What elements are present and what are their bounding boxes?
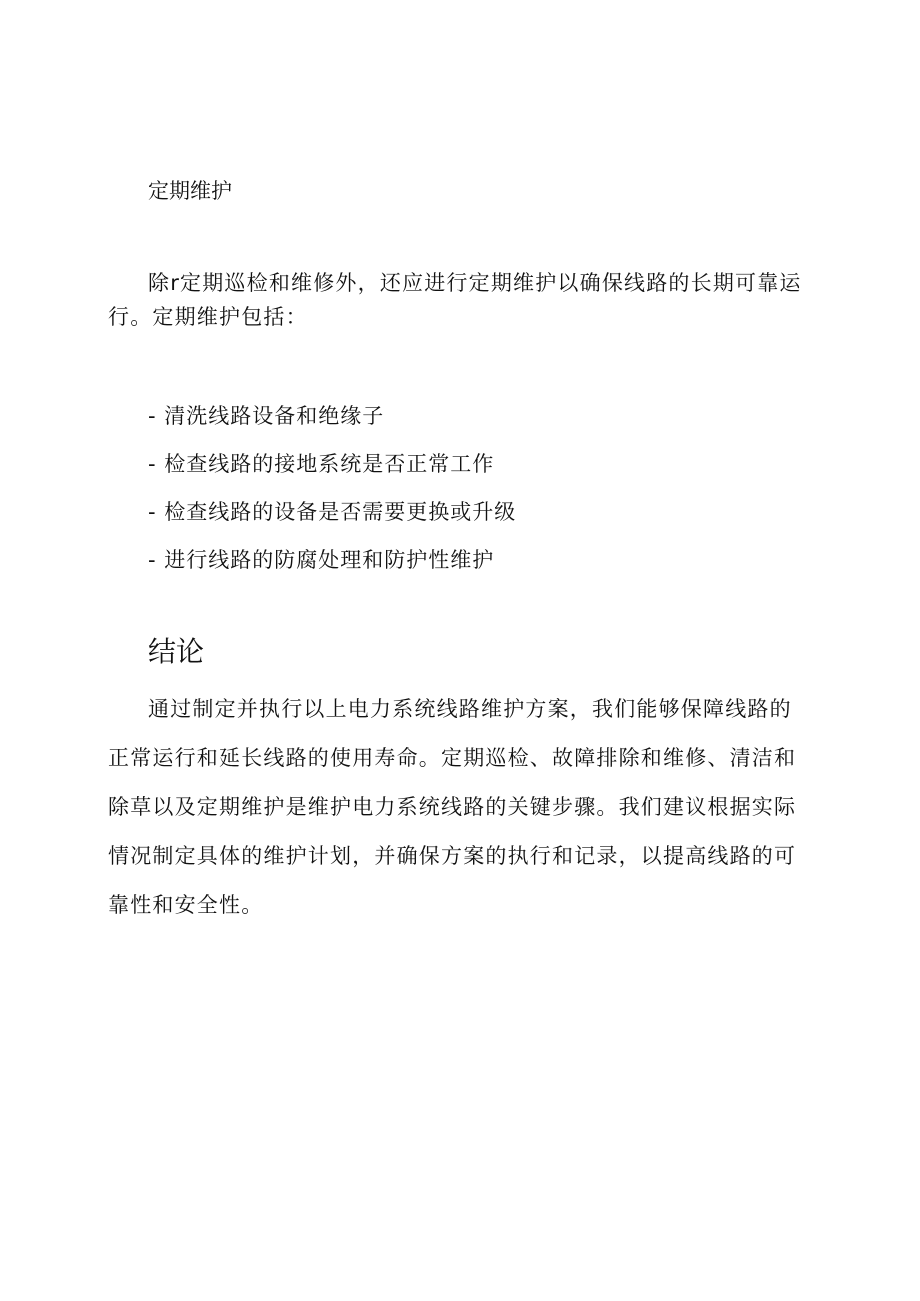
periodic-maintenance-heading: 定期维护 [148, 179, 232, 203]
conclusion-paragraph: 通过制定并执行以上电力系统线路维护方案，我们能够保障线路的正常运行和延长线路的使用寿命。定期巡检、故障排除和维修、清洁和除草以及定期维护是维护电力系统线路的关键步骤。我们建议根据实际情况制定具体的维护计划，并确保方案的执行和记录，以提高线路的可靠性和安全性。 [108, 697, 797, 917]
list-item: - 检查线路的设备是否需要更换或升级 [148, 500, 517, 524]
maintenance-item-list [148, 392, 516, 584]
conclusion-heading: 结论 [148, 635, 205, 668]
list-item: - 进行线路的防腐处理和防护性维护 [148, 548, 495, 572]
list-item: - 清洗线路设备和绝缘子 [148, 404, 385, 428]
periodic-maintenance-paragraph: 除r定期巡检和维修外，还应进行定期维护以确保线路的长期可靠运行。定期维护包括： [108, 271, 802, 329]
list-item: - 检查线路的接地系统是否正常工作 [148, 452, 495, 476]
